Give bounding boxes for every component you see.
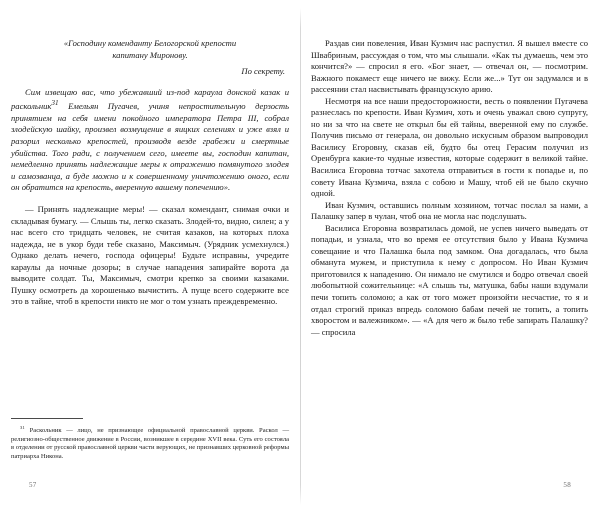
letter-body-text: Сим извещаю вас, что убежавший из-под караула донской казак и раскольник$^{31}$ Емельян Пугачев, учиня непростительную дерзость принятием на себя имени покойного императора Петра III, собрал злодейскую шайку, произвел возмущение в яицких селениях и уже взял и разорил несколько крепостей, производя везде грабежи и смертные убийства. Того ради, с получением сего, имеете вы, господин капитан, немедленно принять надлежащие меры к отражению помянутого злодея и самозванца, а буде можно и к совершенному уничтожению оного, если он обратится на крепость, вверенную вашему попечению». bbox=[11, 86, 289, 193]
left-page-body bbox=[11, 204, 289, 308]
right-page bbox=[300, 0, 600, 513]
footnote-text bbox=[11, 424, 289, 461]
page-number-right: 58 bbox=[563, 481, 571, 489]
footnote-body: Раскольник — лицо, не признающее официальной православной церкви. Раскол — религиозно-общественное движение в России, возникшее в середине XVII века. Суть его состояла в отделении от русской православной церкви части верующих, не признавших церковной реформы патриарха Никона. bbox=[11, 427, 289, 460]
footnote-marker: 31 bbox=[20, 424, 25, 430]
letter-secrecy-note: По секрету. bbox=[241, 66, 285, 77]
letter-address-line-1: «Господину коменданту Белогорской крепости bbox=[63, 38, 237, 48]
footnote-block bbox=[11, 418, 289, 461]
paragraph-dismissal: Раздав сии повеления, Иван Кузмич нас распустил. Я вышел вместе со Швабриным, рассуждая о том, что мы слышали. «Как ты думаешь, чем это кончится?» — спросил я его. «Бог знает, — отвечал он, — посмотрим. Важного покамест еще ничего не вижу. Если же...» Тут он задумался и в рассеянии стал насвистывать французскую арию. bbox=[311, 38, 588, 95]
letter-heading-block bbox=[11, 38, 289, 78]
commandant-speech-paragraph: — Принять надлежащие меры! — сказал комендант, снимая очки и складывая бумагу. — Слышь ты, легко сказать. Злодей-то, видно, силен; а у нас всего сто тридцать человек, не считая казаков, на которых плоха надежда, не в укор буди тебе сказано, Максимыч. (Урядник усмехнулся.) Однако делать нечего, господа офицеры! Будьте исправны, учредите караулы да ночные дозоры; в случае нападения запирайте ворота да выводите солдат. Ты, Максимыч, смотри крепко за своими казаками. Пушку осмотреть да хорошенько вычистить. А пуще всего содержите все это в тайне, чтоб в крепости никто не мог о том узнать преждевременно. bbox=[11, 203, 289, 307]
footnote-separator-rule bbox=[11, 418, 83, 419]
paragraph-spacer bbox=[11, 194, 289, 204]
letter-address-line-2: капитану Миронову. bbox=[112, 49, 188, 60]
page-number-left: 57 bbox=[29, 481, 37, 489]
right-page-body bbox=[311, 38, 588, 338]
paragraph-vasilisa-returns: Василиса Егоровна возвратилась домой, не успев ничего выведать от попадьи, и узнала, что во время ее отсутствия было у Ивана Кузмича совещание и что Палашка была под замком. Она догадалась, что была обманута мужем, и приступила к нему с допросом. Но Иван Кузмич приготовился к нападению. Он нимало не смутился и бодро отвечал своей любопытной сожительнице: «А слышь ты, матушка, бабы наши вздумали печи топить соломою; а как от того может произойти несчастие, то я и отдал строгий приказ впредь соломою бабам печей не топить, а топить хворостом и валежником». — «А для чего ж было тебе запирать Палашку? — спросила bbox=[311, 222, 588, 337]
paragraph-palashka-locked: Иван Кузмич, оставшись полным хозяином, тотчас послал за нами, а Палашку запер в чулан, чтоб она не могла нас подслушать. bbox=[311, 199, 588, 222]
paragraph-news-spreads: Несмотря на все наши предосторожности, весть о появлении Пугачева разнеслась по крепости. Иван Кузмич, хоть и очень уважал свою супругу, но ни за что на свете не открыл бы ей тайны, вверенной ему по службе. Получив письмо от генерала, он довольно искусным образом выпроводил Василису Егоровну, сказав ей, будто бы отец Герасим получил из Оренбурга какие-то чудные известия, которые содержит в великой тайне. Василиса Егоровна тотчас захотела отправиться в гости к попадье и, по совету Ивана Кузмича, взяла с собою и Машу, чтоб ей не было скучно одной. bbox=[311, 95, 588, 199]
